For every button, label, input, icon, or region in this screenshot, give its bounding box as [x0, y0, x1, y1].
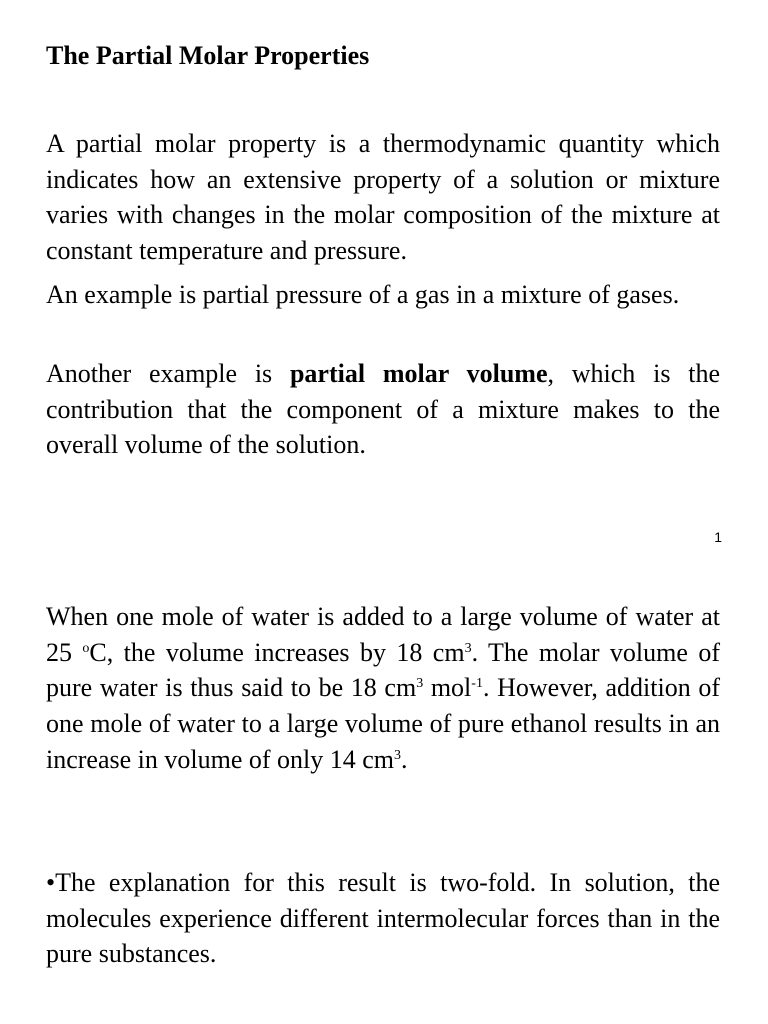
- paragraph-text: Another example is: [46, 359, 290, 388]
- paragraph-example-volume: [46, 356, 720, 463]
- paragraph-text: An example is partial pressure of a gas in a mixture of gases.: [46, 280, 680, 309]
- superscript: 3: [416, 676, 424, 692]
- paragraph-text: . The molar volume of pure water is thus said to be 18 cm: [46, 637, 720, 703]
- paragraph-text: When one mole of water is added to a large volume of water at 25: [46, 602, 720, 667]
- superscript: 3: [464, 640, 472, 656]
- paragraph-example-pressure: [46, 277, 720, 313]
- superscript: -1: [471, 676, 483, 692]
- paragraph-text: C, the volume increases by 18 cm: [89, 637, 465, 667]
- page-title: The Partial Molar Properties: [46, 41, 370, 70]
- paragraph-definition: [46, 126, 720, 269]
- paragraph-text: The explanation for this result is two-fold. In solution, the molecules experience different intermolecular forces than in the pure substances.: [46, 868, 720, 969]
- paragraph-explanation: [46, 865, 720, 972]
- paragraph-text: .: [401, 744, 408, 774]
- bullet-icon: •: [46, 868, 56, 897]
- bold-term: partial molar volume: [289, 359, 548, 388]
- paragraph-text: A partial molar property is a thermodynamic quantity which indicates how an extensive property of a solution or mixture varies with changes in the molar composition of the mixture at constant temperature and pressure.: [46, 129, 720, 266]
- superscript: o: [82, 640, 90, 656]
- paragraph-text: . However, addition of one mole of water to a large volume of pure ethanol results in an increase in volume of only 14 cm: [46, 673, 721, 774]
- paragraph-text: mol: [423, 673, 472, 703]
- paragraph-water-example: [46, 599, 720, 778]
- paragraph-text: , which is the contribution that the component of a mixture makes to the overall volume of the solution.: [46, 359, 720, 460]
- page-number: 1: [714, 529, 722, 545]
- superscript: 3: [394, 747, 402, 763]
